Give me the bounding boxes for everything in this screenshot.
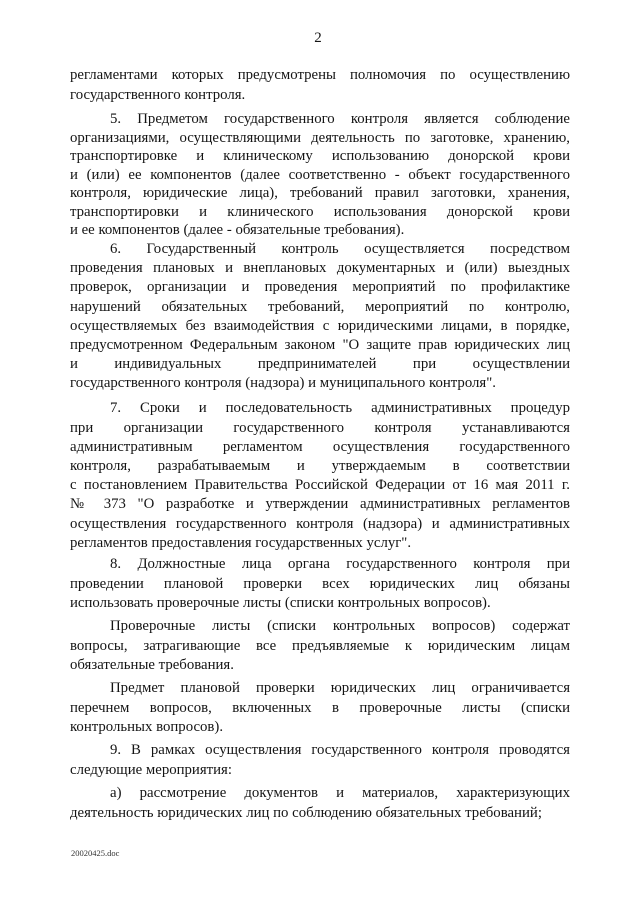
- text-line: осуществления государственного контроля (надзора) и административных: [70, 515, 570, 532]
- text-line: 6. Государственный контроль осуществляется посредством: [110, 241, 570, 257]
- text-line: контроля, юридические лица), требований правил заготовки, хранения,: [70, 185, 570, 201]
- text-line: деятельность юридических лиц по соблюдению обязательных требований;: [70, 804, 542, 821]
- text-line: транспортировке и клиническому использованию донорской крови: [70, 148, 570, 164]
- text-line: с постановлением Правительства Российской Федерации от 16 мая 2011 г.: [70, 477, 570, 494]
- file-name-footer: 20020425.doc: [71, 848, 120, 858]
- text-line: государственного контроля.: [70, 86, 246, 103]
- text-line: нарушений обязательных требований, мероприятий по контролю,: [70, 298, 570, 315]
- text-line: транспортировки и клинического использования донорской крови: [70, 203, 570, 220]
- text-line: при организации государственного контроля устанавливаются: [70, 419, 570, 436]
- text-line: регламентами которых предусмотрены полномочия по осуществлению: [70, 67, 570, 84]
- text-line: проведении плановой проверки всех юридических лиц обязаны: [70, 575, 570, 592]
- text-line: вопросы, затрагивающие все предъявляемые к юридическим лицам: [70, 637, 570, 654]
- paragraph-inspection-subject: [70, 679, 570, 737]
- page-number: 2: [314, 30, 322, 46]
- paragraph-checklists: [70, 617, 570, 675]
- text-line: перечнем вопросов, включенных в проверочные листы (списки: [70, 699, 570, 716]
- text-line: 8. Должностные лица органа государственного контроля при: [110, 556, 570, 573]
- text-line: а) рассмотрение документов и материалов, характеризующих: [110, 785, 570, 802]
- text-line: предусмотренном Федеральным законом "О защите прав юридических лиц: [70, 337, 570, 354]
- paragraph-item-7: [70, 399, 570, 553]
- text-line: проведения плановых и внеплановых документарных и (или) выездных: [70, 260, 570, 277]
- text-line: государственного контроля (надзора) и муниципального контроля".: [70, 375, 496, 392]
- text-line: № 373 "О разработке и утверждении административных регламентов: [70, 496, 570, 513]
- paragraph-item-6: [70, 240, 570, 394]
- text-line: контроля, разрабатываемым и утверждаемым в соответствии: [70, 458, 570, 474]
- text-line: следующие мероприятия:: [70, 761, 232, 778]
- text-line: регламентов предоставления государственных услуг".: [70, 534, 412, 551]
- text-line: организациями, осуществляющими деятельность по заготовке, хранению,: [70, 129, 570, 146]
- text-line: административным регламентом осуществления государственного: [70, 438, 570, 455]
- text-line: и (или) ее компонентов (далее соответственно - объект государственного: [70, 166, 570, 183]
- paragraph-item-8: [70, 555, 570, 613]
- text-line: 7. Сроки и последовательность административных процедур: [110, 400, 570, 417]
- paragraph-item-9: [70, 741, 570, 779]
- text-line: 9. В рамках осуществления государственного контроля проводятся: [110, 742, 570, 759]
- paragraph-subitem-a: [70, 784, 570, 822]
- text-line: 5. Предметом государственного контроля является соблюдение: [110, 111, 570, 127]
- text-line: Предмет плановой проверки юридических лиц ограничивается: [110, 680, 570, 697]
- paragraph-continuation: [70, 66, 570, 104]
- text-line: проверок, организации и проведения мероприятий по профилактике: [70, 279, 570, 296]
- text-line: осуществляемых без взаимодействия с юридическими лицами, в порядке,: [70, 317, 570, 334]
- text-line: контрольных вопросов).: [70, 718, 224, 735]
- text-line: и ее компонентов (далее - обязательные требования).: [70, 222, 405, 238]
- text-line: и индивидуальных предпринимателей при осуществлении: [70, 356, 570, 373]
- text-line: использовать проверочные листы (списки контрольных вопросов).: [70, 594, 491, 611]
- paragraph-item-5: [70, 110, 570, 240]
- text-line: обязательные требования.: [70, 656, 234, 673]
- text-line: Проверочные листы (списки контрольных вопросов) содержат: [110, 618, 570, 635]
